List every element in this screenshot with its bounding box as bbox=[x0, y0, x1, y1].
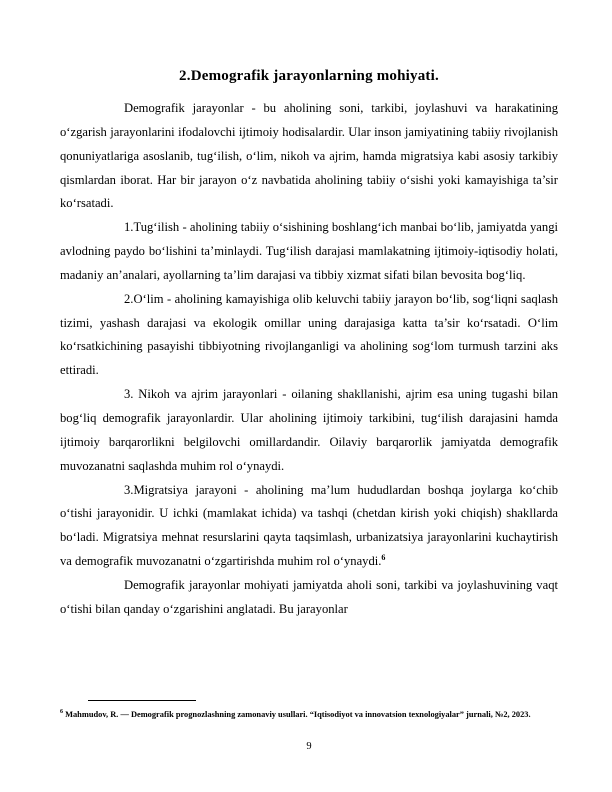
footnote bbox=[60, 709, 558, 721]
body-text bbox=[60, 97, 558, 622]
paragraph-marriage-divorce: 3. Nikoh va ajrim jarayonlari - oilaning shakllanishi, ajrim esa uning tugashi bilan bog‘liq demografik jarayonlardir. Ular aholining ijtimoiy tarkibini, tug‘ilish darajasini hamda ijtimoiy barqarorlikni belgilovchi omillardandir. Oilaviy barqarorlik jamiyatda demografik muvozanatni saqlashda muhim rol o‘ynaydi. bbox=[60, 387, 558, 473]
paragraph-migration-text: 3.Migratsiya jarayoni - aholining ma’lum hududlardan boshqa joylarga ko‘chib o‘tishi jarayonidir. U ichki (mamlakat ichida) va tashqi (chetdan kirish yoki chiqish) shakllarda bo‘ladi. Migratsiya mehnat resurslarini qayta taqsimlash, urbanizatsiya jarayonlarini kuchaytirish va demografik muvozanatni o‘zgartirishda muhim rol o‘ynaydi. bbox=[60, 482, 558, 569]
page-number: 9 bbox=[306, 741, 312, 752]
paragraph-migration bbox=[60, 479, 558, 574]
paragraph-essence: Demografik jarayonlar mohiyati jamiyatda aholi soni, tarkibi va joylashuvining vaqt o‘tishi bilan qanday o‘zgarishini anglatadi. Bu jarayonlar bbox=[60, 577, 558, 616]
paragraph-death: 2.O‘lim - aholining kamayishiga olib keluvchi tabiiy jarayon bo‘lib, sog‘liqni saqlash tizimi, yashash darajasi va ekologik omillar uning darajasiga katta ta’sir ko‘rsatadi. O‘lim ko‘rsatkichining pasayishi tibbiyotning rivojlanganligi va aholining sog‘lom turmush tarzini aks ettiradi. bbox=[60, 291, 558, 378]
footnote-text: Mahmudov, R. — Demografik prognozlashning zamonaviy usullari. “Iqtisodiyot va innovatsion texnologiyalar” jurnali, №2, 2023. bbox=[65, 710, 531, 719]
section-title: 2.Demografik jarayonlarning mohiyati. bbox=[179, 68, 439, 84]
footnote-marker: 6 bbox=[60, 709, 63, 716]
paragraph-birth: 1.Tug‘ilish - aholining tabiiy o‘sishining boshlang‘ich manbai bo‘lib, jamiyatda yangi avlodning paydo bo‘lishini ta’minlaydi. Tug‘ilish darajasi mamlakatning ijtimoiy-iqtisodiy holati, madaniy an’analari, ayollarning ta’lim darajasi va tibbiy xizmat sifati bilan bevosita bog‘liq. bbox=[60, 220, 558, 282]
paragraph-intro: Demografik jarayonlar - bu aholining soni, tarkibi, joylashuvi va harakatining o‘zgarish jarayonlarini ifodalovchi ijtimoiy hodisalardir. Ular inson jamiyatining tabiiy rivojlanish qonuniyatlariga asoslanib, tug‘ilish, o‘lim, nikoh va ajrim, hamda migratsiya kabi asosiy tarkibiy qismlardan iborat. Har bir jarayon o‘z navbatida aholining tabiiy o‘sishi yoki kamayishiga ta’sir ko‘rsatadi. bbox=[60, 101, 558, 211]
footnote-reference[interactable]: 6 bbox=[381, 552, 386, 562]
footnote-separator bbox=[88, 700, 196, 701]
